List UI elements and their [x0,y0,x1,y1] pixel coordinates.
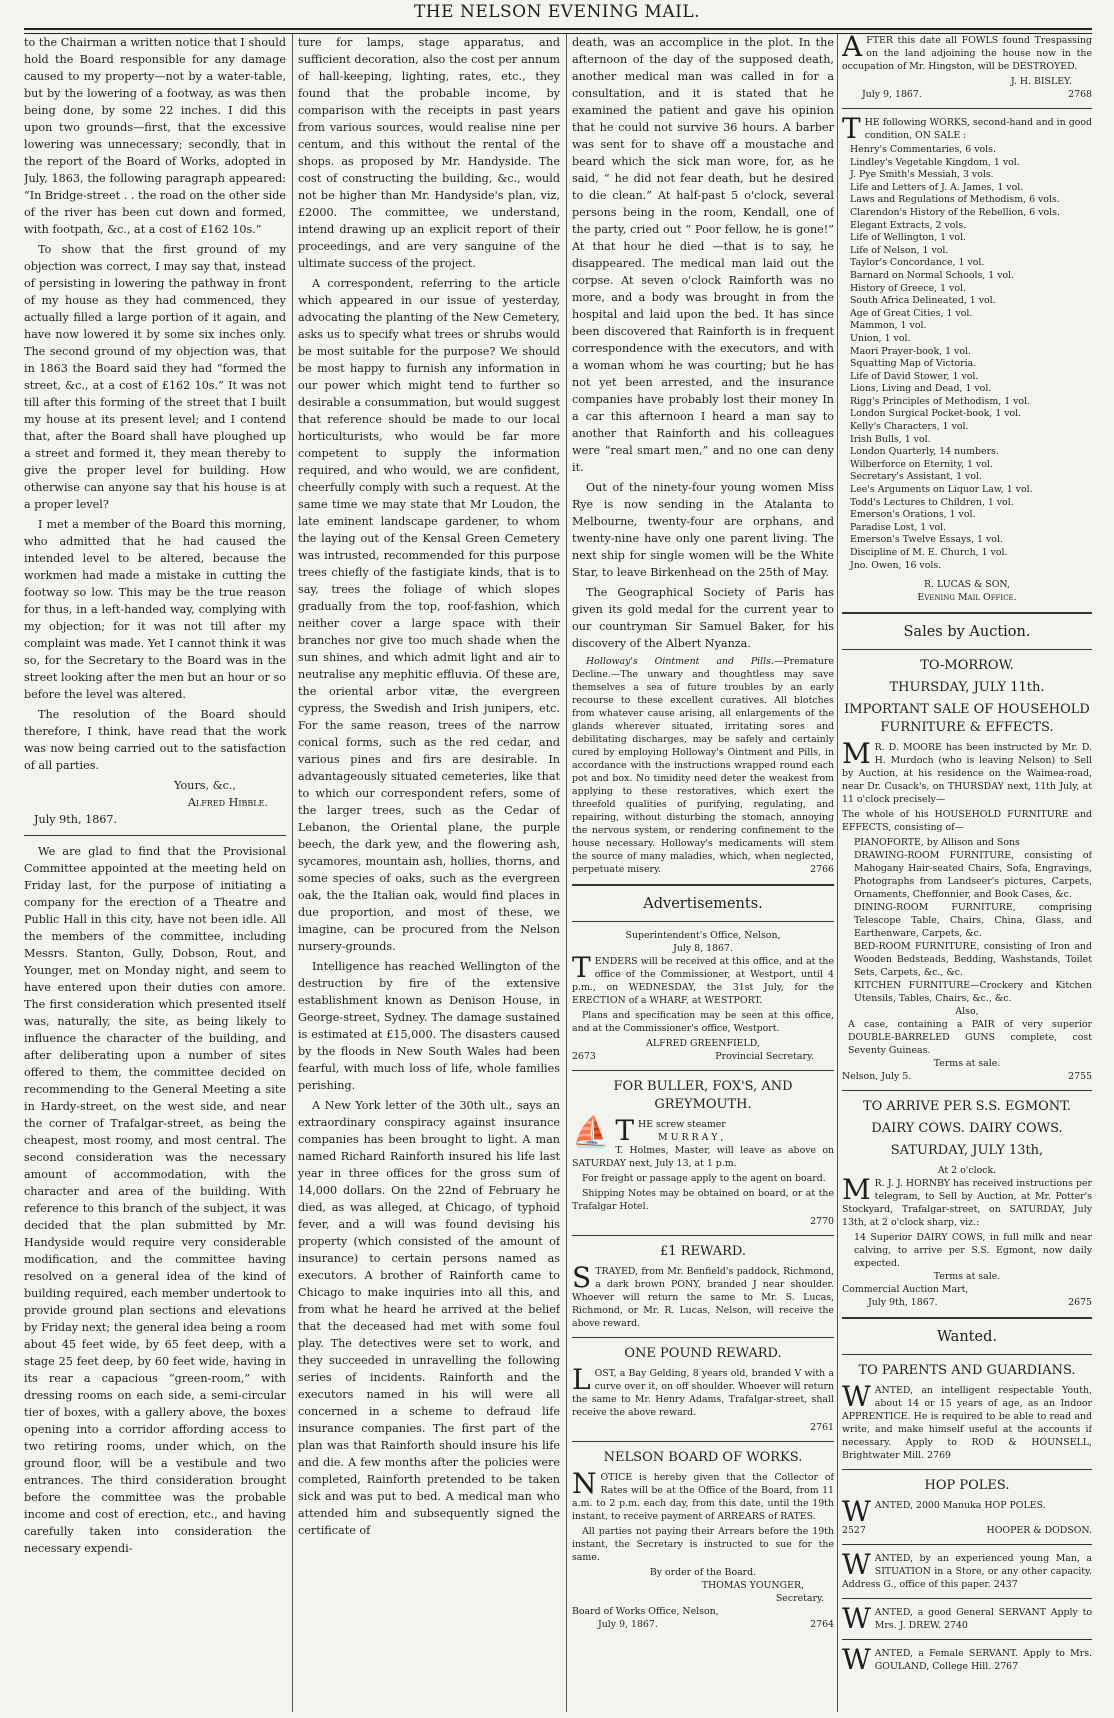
letter-paragraph: To show that the first ground of my objection was correct, I may say that, instead of persisting in lowering the pathway in front of my house as they had commenced, they actually filled a large portion of it again, and have now lowered it by some six inches only. The second ground of my objection was, that in 1863 the Board said they had “formed the street, &c., at a cost of £162 10s.” It was not till after this forming of the street that I built my house at its present level; and I contend that, after the Board shall have ploughed up a street and formed it, they mean thereby to give the proper level for building. How otherwise can anyone say that his house is at a proper level? [24,243,286,511]
divider [842,612,1092,614]
divider [842,1354,1092,1355]
book-item: J. Pye Smith's Messiah, 3 vols. [850,169,994,181]
divider [572,1441,834,1442]
book-item: Todd's Lectures to Children, 1 vol. [850,496,1014,508]
divider [572,1235,834,1236]
dropcap: W [842,1495,871,1529]
book-item: Henry's Commentaries, 6 vols. [850,144,996,155]
apprentice-wanted-ad [842,1362,1092,1462]
column-divider [292,34,293,1712]
book-item: London Surgical Pocket-book, 1 vol. [850,408,1022,420]
steamer-name: M U R R A Y , [658,1132,724,1143]
board-order: By order of the Board. [649,1567,757,1578]
column-divider [837,34,838,1712]
book-item: Laws and Regulations of Methodism, 6 vols. [850,194,1060,206]
ad-number: 2767 [994,1661,1019,1673]
steamer-line1: HE screw steamer [638,1119,726,1130]
reward-ad [572,1243,834,1330]
divider [842,1090,1092,1091]
book-item: Lions, Living and Dead, 1 vol. [850,383,992,395]
books-seller: R. LUCAS & SON, [924,579,1010,591]
fowls-name: J. H. BISLEY. [1010,76,1072,87]
auction-item: BED-ROOM FURNITURE, consisting of Iron and Wooden Bedsteads, Bedding, Washstands, Toilet Sets, Carpets, &c., &c. [854,941,1092,979]
book-item: Wilberforce on Eternity, 1 vol. [850,458,993,470]
board-heading: NELSON BOARD OF WORKS. [603,1450,803,1465]
holloway-body: —Premature Decline.—The unwary and thoughtless may save themselves a sea of future troubles by an early recourse to these excellent curatives. All blotches from whatever cause arising, all enlargements of the glands wherever situated, irritating sores and debilitating discharges, may be safely and certainly cured by employing Holloway's Ointment and Pills, in accordance with the instructions wrapped round each pot and box. No timidity need deter the weakest from applying to these restoratives, which exert the threefold qualities of purifying, regulating, and repairing, without disturbing the stomach, annoying the nervous system, or rendering confinement to the house necessary. Holloway's medicaments will stem the source of many maladies, which, when neglected, perpetuate misery. [572,656,834,875]
auction-cows: DAIRY COWS. DAIRY COWS. [871,1121,1063,1137]
book-item: Jno. Owen, 16 vols. [850,559,942,571]
dropcap: W [842,1602,871,1636]
dropcap: T [572,951,591,984]
book-item: Age of Great Cities, 1 vol. [850,307,973,319]
ad-number: 2437 [993,1579,1018,1591]
steamer-ad [572,1078,834,1228]
book-item: Rigg's Principles of Methodism, 1 vol. [850,395,1031,407]
letter-date: July 9th, 1867. [34,813,118,826]
book-item: Discipline of M. E. Church, 1 vol. [850,547,1008,558]
auction-day: THURSDAY, JULY 11th. [889,680,1045,696]
sales-by-auction-heading: Sales by Auction. [903,624,1031,641]
holloway-title: Holloway's Ointment and Pills. [586,656,774,667]
masthead: THE NELSON EVENING MAIL. [413,2,701,22]
auction-place: Nelson, July 5. [842,1071,912,1083]
column-2 [298,34,560,1712]
book-item: London Quarterly, 14 numbers. [850,446,999,458]
divider [842,1469,1092,1470]
tender-ad [572,929,834,1063]
book-item: Paradise Lost, 1 vol. [850,521,947,533]
steamer-heading: FOR BULLER, FOX'S, AND GREYMOUTH. [613,1079,793,1112]
dropcap: L [572,1363,591,1396]
column-divider [566,34,567,1712]
wanted-ad-heading: HOP POLES. [924,1478,1010,1494]
book-item: Irish Bulls, 1 vol. [850,433,931,445]
auction-whole: The whole of his HOUSEHOLD FURNITURE and EFFECTS, consisting of— [842,809,1092,834]
book-item: Secretary's Assistant, 1 vol. [850,471,982,483]
furniture-auction-ad [842,657,1092,1083]
servant-wanted-ad [842,1602,1092,1636]
auction-item: KITCHEN FURNITURE—Crockery and Kitchen Utensils, Tables, Chairs, &c., &c. [854,980,1092,1005]
ad-number: 2764 [810,1619,834,1630]
auction-item: PIANOFORTE, by Allison and Sons [854,837,1020,849]
reward-heading: ONE POUND REWARD. [624,1346,782,1361]
dropcap: W [842,1548,871,1582]
dropcap: W [842,1643,871,1677]
board-of-works-ad [572,1449,834,1631]
divider [842,1544,1092,1545]
dropcap: W [842,1380,871,1414]
column-1 [24,34,286,1712]
divider [842,649,1092,650]
books-intro: HE following WORKS, second-hand and in good condition, ON SALE : [864,117,1092,141]
book-item: Emerson's Twelve Essays, 1 vol. [850,534,1003,546]
ship-icon: ⛵ [572,1115,610,1150]
auction-terms: Terms at sale. [933,1271,1001,1283]
letter-paragraph: to the Chairman a written notice that I should hold the Board responsible for any damage caused to my property—not by a water-table, but by the lowering of a footway, as was then being done, by some 22 inches. I did this upon two grounds—first, that the excessive lowering was unnecessary; secondly, that in the report of the Board of Works, adopted in July, 1863, the following paragraph appeared: “In Bridge-street . . the road on the other side of the river has been cut down and formed, with footpath, &c., at a cost of £162 10s.” [24,36,286,236]
book-item: Lindley's Vegetable Kingdom, 1 vol. [850,156,1020,168]
dropcap: M [842,1173,871,1207]
auction-heading: TO ARRIVE PER S.S. EGMONT. [862,1099,1072,1115]
editorial-paragraph: ture for lamps, stage apparatus, and sufficient decoration, also the cost per annum of hall-keeping, lighting, rates, etc., they found that the probable income, by comparison with the receipts in past years from various sources, would realise nine per centum, and this without the rental of the shops. as proposed by Mr. Handyside. The cost of constructing the building, &c., would not be higher than Mr. Handyside's plan, viz, £2000. The committee, we understand, intend drawing up an explicit report of their proceedings, and are very sanguine of the ultimate success of the project. [298,36,560,270]
board-title: Secretary. [775,1593,824,1604]
ad-number: 2766 [810,864,834,875]
auction-place: Commercial Auction Mart, [842,1284,969,1296]
news-paragraph: The Geographical Society of Paris has given its gold medal for the current year to our countryman Sir Samuel Baker, for his discovery of the Albert Nyanza. [572,586,834,650]
tender-plans: Plans and specification may be seen at this office, and at the Commissioner's office, Westport. [572,1010,834,1034]
ad-number: 2761 [810,1422,834,1433]
book-item: Barnard on Normal Schools, 1 vol. [850,269,1015,281]
column-4 [842,34,1092,1712]
fowls-body: FTER this date all FOWLS found Trespassing on the land adjoining the house now in the occupation of Mr. Hingston, will be DESTROYED. [842,35,1092,72]
news-paragraph: Out of the ninety-four young women Miss Rye is now sending in the Atalanta to Melbourne, twenty-four are orphans, and twenty-nine have only one parent living. The next ship for single women will be the White Star, to leave Birkenhead on the 25th of May. [572,481,834,579]
auction-guns: A case, containing a PAIR of very superior DOUBLE-BARRELED GUNS complete, cost Seventy Guineas. [848,1019,1092,1057]
editorial-theatre: We are glad to find that the Provisional Committee appointed at the meeting held on Friday last, for the purpose of initiating a company for the erection of a Theatre and Public Hall in this city, have not been idle. All the members of the committee, including Messrs. Stanton, Gully, Dobson, Rout, and Younger, met on Monday night, and seem to have entered upon their duties con amore. The first consideration which presented itself was, naturally, the site, as being likely to influence the character of the building, and after deliberating upon a number of sites offered to them, the committee decided on recommending to the General Meeting a site in Hardy-street, on the west side, and near the corner of Trafalgar-street, as being the cheapest, most roomy, and most central. The second consideration was the necessary amount of accommodation, with the character and area of the building. With reference to this branch of the subject, it was decided that the plan submitted by Mr. Handyside would require very considerable modification, and the committee having resolved on a general idea of the kind of building required, each member undertook to provide ground plan sections and elevations by Friday next; the general idea being a room about 45 feet wide, by 65 feet deep, with a stage 25 feet deep, by 60 feet wide, having in its rear a capacious “green-room,” with dressing rooms on each side, a semi-circular tier of boxes, with a gallery above, the boxes opening into a corridor affording access to two retiring rooms, under which, on the ground floor, will be a vestibule and two entrances. The third consideration brought before the committee was the probable income and cost of erection, etc., and having carefully taken into consideration the necessary expendi- [24,845,286,1555]
book-item: Clarendon's History of the Rebellion, 6 vols. [850,206,1060,218]
holloway-ad [572,655,834,876]
letter-paragraph: I met a member of the Board this morning, who admitted that he had caused the intended level to be altered, because the workmen had made a mistake in cutting the footway so low. This may be the true reason for thus, in a left-handed way, complying with my objection; for it was not till after my complaint was made. Yet I cannot think it was so, for the Secretary to the Board was in the street looking after the men but an hour or so before the level was altered. [24,518,286,701]
divider [572,921,834,922]
book-item: Life and Letters of J. A. James, 1 vol. [850,181,1024,193]
tender-office: Superintendent's Office, Nelson, [625,930,781,941]
ad-number: 2768 [1068,89,1092,100]
steamer-body: T. Holmes, Master, will leave as above on SATURDAY next, July 13, at 1 p.m. [572,1145,834,1169]
divider [842,1598,1092,1599]
book-list [842,144,1092,572]
divider [572,1337,834,1338]
insurance-paragraph: A New York letter of the 30th ult., says an extraordinary conspiracy against insurance companies has been brought to light. A man named Richard Rainforth insured his life last year in three offices for the gross sum of 14,000 dollars. On the 22nd of February he died, as was alleged, at Chicago, of typhoid fever, and a will was found devising his property (which consisted of the amount of insurance) to certain persons named as executors. A brother of Rainforth came to Chicago to make inquiries into all this, and from what he heard he arrived at the belief that the deceased had met with some foul play. The detectives were set to work, and they succeeded in unravelling the following series of incidents. Rainforth and the executors named in his will were all concerned in a scheme to defraud life insurance companies. The first part of the plan was that Rainforth should insure his life and die. A few months after the policies were completed, Rainforth pretended to be taken sick and was put to bed. A medical man who attended him and subsequently signed the certificate of [298,1099,560,1537]
ad-number: 2755 [1068,1071,1092,1083]
book-item: Life of Nelson, 1 vol. [850,244,949,256]
board-body: OTICE is hereby given that the Collector of Rates will be at the Office of the Board, from 11 a.m. to 2 p.m. each day, from this date, until the 19th instant, to receive payment of ARREARS of RATES. [572,1472,834,1522]
wanted-body: ANTED, 2000 Manuka HOP POLES. [874,1500,1046,1512]
book-item: Elegant Extracts, 2 vols. [850,219,967,231]
fowls-date: July 9, 1867. [862,89,922,100]
news-paragraph: death, was an accomplice in the plot. In the afternoon of the day of the supposed death, another medical man was called in for a consultation, and it is stated that he examined the patient and gave his opinion that he could not survive 36 hours. A barber was sent for to shave off a moustache and beard which the sick man wore, for, as he said, “ he did not fear death, but he desired to die clean.” At half-past 5 o'clock, several persons being in the room, Kendall, one of the party, cried out “ Poor fellow, he is gone!” At that hour he died —that is to say, he disappeared. The medical man laid out the corpse. At seven o'clock Rainforth was no more, and a body was brought in from the hospital and laid upon the bed. It has since been discovered that Rainforth is in frequent correspondence with the executors, and with a woman whom he was courting; but he has not yet been arrested, and the insurance companies have probably lost their money In a car this afternoon I heard a man say to another that Rainforth and his colleagues were “real smart men,” and no one can deny it. [572,36,834,474]
steamer-freight: For freight or passage apply to the agent on board. [582,1173,826,1184]
auction-also: Also, [955,1006,979,1018]
book-item: History of Greece, 1 vol. [850,282,966,294]
auction-time: At 2 o'clock. [937,1165,997,1177]
letter-signoff: Yours, &c., [174,779,236,792]
dropcap: T [842,112,861,145]
dropcap: S [572,1261,592,1294]
wanted-ad-heading: TO PARENTS AND GUARDIANS. [858,1363,1076,1379]
divider [842,108,1092,109]
dropcap: A [842,34,863,63]
hops-who: HOOPER & DODSON. [986,1525,1092,1537]
divider [572,1070,834,1071]
wanted-body: ANTED, a good General SERVANT Apply to Mrs. J. DREW. [874,1607,1092,1632]
wanted-body: ANTED, an intelligent respectable Youth, about 14 or 15 years of age, as an Indoor APPRENTICE. He is required to be able to read and write, and make himself useful at the accounts if necessary. Apply to ROD & HOUNSELL, Brightwater Mill. [842,1385,1092,1462]
ad-number: 2769 [927,1450,951,1462]
auction-title: IMPORTANT SALE OF HOUSEHOLD FURNITURE & EFFECTS. [844,702,1090,736]
letter-paragraph: The resolution of the Board should therefore, I think, have read that the work was now being carried out to the satisfaction of all parties. [24,708,286,772]
tender-name: ALFRED GREENFIELD, [646,1038,760,1049]
divider [842,1317,1092,1319]
dropcap: N [572,1467,597,1500]
auction-body: R. J. J. HORNBY has received instructions per telegram, to Sell by Auction, at Mr. Potter's Stockyard, Trafalgar-street, on SATURDAY, July 13th, at 2 o'clock sharp, viz.: [842,1178,1092,1229]
sydney-fire-paragraph: Intelligence has reached Wellington of the destruction by fire of the extensive establishment known as Denison House, in George-street, Sydney. The damage sustained is estimated at £15,000. The disasters caused by the floods in New South Wales had been fearful, with much loss of life, whole families perishing. [298,960,560,1092]
board-office: Board of Works Office, Nelson, [572,1606,719,1617]
books-office: Evening Mail Office. [917,592,1017,604]
tender-body: ENDERS will be received at this office, and at the office of the Commissioner, at Westport, until 4 p.m., on WEDNESDAY, the 31st July, for the ERECTION of a WHARF, at WESTPORT. [572,956,834,1006]
ad-number: 2675 [1068,1297,1092,1309]
dropcap: T [615,1114,635,1147]
book-item: South Africa Delineated, 1 vol. [850,295,996,307]
book-item: Squatting Map of Victoria. [850,358,977,370]
wanted-body: ANTED, a Female SERVANT. Apply to Mrs. GOULAND, College Hill. [874,1648,1092,1673]
cemetery-paragraph: A correspondent, referring to the article which appeared in our issue of yesterday, advocating the planting of the New Cemetery, asks us to specify what trees or shrubs would be most suitable for the purpose? We should be most happy to furnish any information in our power which might tend to further so desirable a consummation, but would suggest that reference should be made to our local horticulturists, who would be far more competent to supply the information required, and who would, we are confident, cheerfully comply with such a request. At the same time we may state that Mr Loudon, the late eminent landscape gardener, to whom the laying out of the Kensal Green Cemetery was intrusted, recommended for this purpose trees chiefly of the fastigiate kinds, that is to say, trees the foliage of which slopes gradually from the top, roof-fashion, which neither cover a large space with their branches nor give too much shade when the sun shines, and which admit light and air to neutralise any mephitic effluvia. Of these are, the oriental arbor vitæ, the evergreen cypress, the Swedish and Irish junipers, etc. For the same reason, trees of the narrow conical forms, such as the red cedar, and various pines and firs are desirable. In advantageously situated cemeteries, like that to which our correspondent refers, some of the larger trees, such as the Cedar of Lebanon, the Oriental plane, the purple beech, the dark yew, and the flowering ash, sycamores, mountain ash, hollies, thorns, and some species of oaks, such as the evergreen oak, the the Italian oak, would find places in due proportion, and most of these, we imagine, can be procured from the Nelson nursery-grounds. [298,277,560,953]
divider [842,1639,1092,1640]
book-item: Life of Wellington, 1 vol. [850,232,967,244]
book-item: Union, 1 vol. [850,332,911,344]
book-item: Kelly's Characters, 1 vol. [850,421,969,433]
auction-item: DINING-ROOM FURNITURE, comprising Telescope Table, Chairs, China, Glass, and Earthenware, Carpets, &c. [854,902,1092,940]
letter-signature: Alfred Hibble. [187,796,268,809]
wanted-body: ANTED, by an experienced young Man, a SITUATION in a Store, or any other capacity. Address G., office of this paper. [842,1553,1092,1591]
divider [24,835,286,836]
column-3 [572,34,834,1712]
ad-number: 2770 [810,1216,834,1227]
ad-number: 2673 [572,1051,596,1062]
steamer-notes: Shipping Notes may be obtained on board, or at the Trafalgar Hotel. [572,1188,834,1212]
reward-heading: £1 REWARD. [660,1244,746,1259]
reward-body: TRAYED, from Mr. Benfield's paddock, Richmond, a dark brown PONY, branded J near shoulder. Whoever will return the same to Mr. S. Lucas, Richmond, or Mr. R. Lucas, Nelson, will receive the above reward. [572,1266,834,1329]
auction-item: DRAWING-ROOM FURNITURE, consisting of Mahogany Hair-seated Chairs, Sofa, Engravings, Photographs from Landseer's pictures, Carpets, Ornaments, Cheffonnier, and Book Cases, &c. [854,850,1092,901]
books-ad [842,112,1092,604]
book-item: Lee's Arguments on Liquor Law, 1 vol. [850,484,1033,496]
book-item: Mammon, 1 vol. [850,320,927,332]
auction-day: SATURDAY, JULY 13th, [890,1143,1044,1159]
situation-wanted-ad [842,1548,1092,1591]
dropcap: M [842,737,871,771]
divider [572,884,834,886]
tender-title: Provincial Secretary. [715,1051,814,1062]
board-body-2: All parties not paying their Arrears before the 19th instant, the Secretary is instructed to sue for the same. [572,1526,834,1563]
tender-date: July 8, 1867. [673,943,733,954]
reward-ad [572,1345,834,1434]
book-item: Life of David Stower, 1 vol. [850,370,979,382]
auction-date: July 9th, 1867. [868,1297,938,1309]
ad-number: 2527 [842,1525,866,1537]
ad-number: 2740 [944,1620,968,1632]
dairy-cows-auction-ad [842,1098,1092,1309]
book-item: Maori Prayer-book, 1 vol. [850,345,971,357]
auction-when: TO-MORROW. [920,658,1014,674]
auction-body: R. D. MOORE has been instructed by Mr. D. H. Murdoch (who is leaving Nelson) to Sell by Auction, at his residence on the Waimea-road, near Dr. Cusack's, on THURSDAY next, 11th July, at 11 o'clock precisely— [842,742,1092,806]
wanted-heading: Wanted. [937,1329,997,1346]
hop-poles-ad [842,1477,1092,1537]
female-servant-wanted-ad [842,1643,1092,1677]
book-item: Taylor's Concordance, 1 vol. [850,257,985,269]
advertisements-heading: Advertisements. [643,896,763,912]
auction-terms: Terms at sale. [933,1058,1001,1070]
board-date: July 9, 1867. [598,1619,658,1630]
fowls-notice [842,34,1092,101]
board-name: THOMAS YOUNGER, [701,1580,804,1591]
book-item: Emerson's Orations, 1 vol. [850,509,976,521]
auction-item: 14 Superior DAIRY COWS, in full milk and near calving, to arrive per S.S. Egmont, now daily expected. [854,1232,1092,1270]
reward-body: OST, a Bay Gelding, 8 years old, branded V with a curve over it, on off shoulder. Whoever will return the same to Mr. Henry Adams, Trafalgar-street, shall receive the above reward. [572,1368,834,1418]
